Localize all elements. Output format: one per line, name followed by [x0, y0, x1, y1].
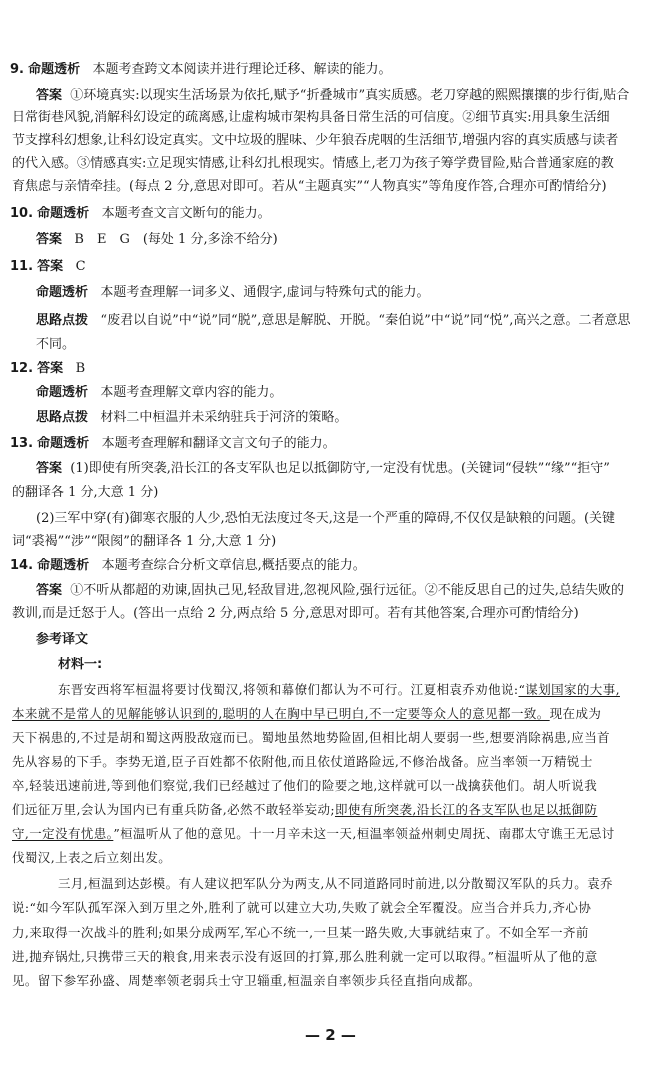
q14-header	[10, 558, 650, 574]
q11-header	[10, 259, 650, 275]
q11-answer-text: C	[75, 259, 86, 274]
para2-line-3: 力,来取得一次战斗的胜利;如果分成两军,军心不统一,一旦某一路失败,大事就结束了。不如全军一齐前	[12, 925, 589, 940]
q11-answer-label: 答案	[37, 259, 64, 274]
q10-label: 命题透析	[37, 206, 90, 221]
q9-answer-label: 答案	[36, 88, 63, 103]
q9-answer-line-3: 节支撑科幻想象,让科幻设定真实。文中垃圾的腥味、少年狼吞虎咽的生活细节,增强内容的真实质感与读者	[12, 133, 619, 148]
q13-number: 13.	[10, 436, 34, 451]
q9-text: 本题考查跨文本阅读并进行理论迁移、解读的能力。	[92, 62, 392, 77]
para1-line-8: 伐蜀汉,上表之后立刻出发。	[12, 850, 172, 865]
q13-answer-line-2: 的翻译各 1 分,大意 1 分)	[12, 485, 159, 500]
q13-label: 命题透析	[37, 436, 90, 451]
q11-analysis	[36, 285, 650, 301]
q9-answer-text: ①环境真实:以现实生活场景为依托,赋予“折叠城市”真实质感。老刀穿越的熙熙攘攘的步行街,贴合	[70, 88, 630, 103]
q12-label: 命题透析	[36, 385, 89, 400]
q13-answer-line-4: 词“裘褐”“涉”“限阂”的翻译各 1 分,大意 1 分)	[12, 534, 277, 549]
page-number: — 2 —	[305, 1026, 356, 1044]
q14-number: 14.	[10, 558, 34, 573]
q9-answer-line-5: 育焦虑与亲情牵挂。(每点 2 分,意思对即可。若从“主题真实”“人物真实”等角度作答,合理亦可酌情给分)	[12, 179, 607, 194]
q13-answer-text: (1)即使有所突袭,沿长江的各支军队也足以抵御防守,一定没有忧患。(关键词“侵轶”“缘”“拒守”	[70, 461, 610, 476]
q9-answer-line-4: 的代入感。③情感真实:立足现实情感,让科幻扎根现实。情感上,老刀为孩子筹学费冒险,贴合普通家庭的教	[12, 156, 614, 171]
para1-line-2-text: 现在成为	[549, 706, 602, 721]
q13-header	[10, 436, 650, 452]
para2-line-5: 见。留下参军孙盛、周楚率领老弱兵士守卫辎重,桓温亲自率领步兵径直指向成都。	[12, 973, 481, 988]
q9-answer-line-2: 日常街巷风貌,消解科幻设定的疏离感,让虚构城市架构具备日常生活的可信度。②细节真实:用具象生活细	[12, 110, 610, 125]
material1-label: 材料一:	[58, 657, 103, 672]
q12-number: 12.	[10, 361, 34, 376]
q9-number: 9.	[10, 62, 24, 77]
para1-line-1-underlined: “谋划国家的大事,	[518, 682, 620, 697]
para1-line-6-text: 们远征万里,会认为国内已有重兵防备,必然不敢轻举妄动;	[12, 802, 335, 817]
q14-answer-line-2: 教训,而是迁怒于人。(答出一点给 2 分,两点给 5 分,意思对即可。若有其他答案,合理亦可酌情给分)	[12, 606, 579, 621]
para1-line-6	[12, 802, 650, 818]
para1-line-1	[58, 682, 650, 698]
q12-text: 本题考查理解文章内容的能力。	[100, 385, 283, 400]
q11-hint-label: 思路点拨	[36, 313, 89, 328]
para1-line-7	[12, 826, 650, 842]
q12-analysis	[36, 385, 650, 401]
q10-number: 10.	[10, 206, 34, 221]
q12-hint-label: 思路点拨	[36, 410, 89, 425]
q12-header	[10, 361, 650, 377]
q13-answer-line-3: (2)三军中穿(有)御寒衣服的人少,恐怕无法度过冬天,这是一个严重的障碍,不仅仅是缺粮的问题。(关键	[36, 511, 616, 526]
q14-label: 命题透析	[37, 558, 90, 573]
translation-heading: 参考译文	[36, 632, 89, 647]
q13-text: 本题考查理解和翻译文言文句子的能力。	[101, 436, 336, 451]
para2-line-4: 进,抛弃锅灶,只携带三天的粮食,用来表示没有返回的打算,那么胜利就一定可以取得。”桓温听从了他的意	[12, 949, 598, 964]
para1-line-4: 先从容易的下手。李势无道,臣子百姓都不依附他,而且依仗道路险远,不修治战备。应当率领一万精锐士	[12, 754, 593, 769]
para1-line-6-underlined: 即使有所突袭,沿长江的各支军队也足以抵御防	[334, 802, 598, 817]
q12-hint-text: 材料二中桓温并未采纳驻兵于河济的策略。	[100, 410, 348, 425]
para1-line-2-underlined: 本来就不是常人的见解能够认识到的,聪明的人在胸中早已明白,不一定要等众人的意见都一致。	[12, 706, 550, 721]
q12-answer-label: 答案	[37, 361, 64, 376]
q13-answer-line-1	[36, 461, 650, 477]
q10-text: 本题考查文言文断句的能力。	[101, 206, 271, 221]
q10-answer-text: B E G (每处 1 分,多涂不给分)	[74, 232, 278, 247]
q14-answer-label: 答案	[36, 583, 63, 598]
q11-hint-line-1	[36, 313, 650, 329]
q12-answer-text: B	[75, 361, 86, 376]
para1-line-2	[12, 706, 650, 722]
q9-label: 命题透析	[28, 62, 81, 77]
q9-header	[10, 62, 650, 78]
q10-answer	[36, 232, 650, 248]
q14-text: 本题考查综合分析文章信息,概括要点的能力。	[101, 558, 366, 573]
q14-answer-line-1	[36, 583, 650, 599]
para2-line-1: 三月,桓温到达彭模。有人建议把军队分为两支,从不同道路同时前进,以分散蜀汉军队的兵力。袁乔	[58, 876, 613, 891]
q12-hint	[36, 410, 650, 426]
para1-line-1-text: 东晋安西将军桓温将要讨伐蜀汉,将领和幕僚们都认为不可行。江夏相袁乔劝他说:	[58, 682, 519, 697]
q10-answer-label: 答案	[36, 232, 63, 247]
q11-label: 命题透析	[36, 285, 89, 300]
q14-answer-text: ①不听从都超的劝谏,固执己见,轻敌冒进,忽视风险,强行远征。②不能反思自己的过失,总结失败的	[70, 583, 624, 598]
para1-line-7-text: ”桓温听从了他的意见。十一月辛未这一天,桓温率领益州刺史周抚、南郡太守谯王无忌讨	[113, 826, 615, 841]
q11-hint-line-2: 不同。	[36, 337, 76, 352]
q11-number: 11.	[10, 259, 34, 274]
q11-hint-text: “废君以自说”中“说”同“脱”,意思是解脱、开脱。“秦伯说”中“说”同“悦”,高兴之意。二者意思	[100, 313, 631, 328]
para2-line-2: 说:“如今军队孤军深入到万里之外,胜利了就可以建立大功,失败了就会全军覆没。应当合并兵力,齐心协	[12, 900, 592, 915]
para1-line-5: 卒,轻装迅速前进,等到他们察觉,我们已经越过了他们的险要之地,这样就可以一战擒获他们。胡人听说我	[12, 778, 598, 793]
q11-text: 本题考查理解一词多义、通假字,虚词与特殊句式的能力。	[100, 285, 430, 300]
q9-answer-line-1	[36, 88, 650, 104]
q10-header	[10, 206, 650, 222]
q13-answer-label: 答案	[36, 461, 63, 476]
para1-line-7-underlined: 守,一定没有忧患。	[12, 826, 114, 841]
para1-line-3: 天下祸患的,不过是胡和蜀这两股敌寇而已。蜀地虽然地势险固,但相比胡人要弱一些,想要消除祸患,应当首	[12, 730, 610, 745]
